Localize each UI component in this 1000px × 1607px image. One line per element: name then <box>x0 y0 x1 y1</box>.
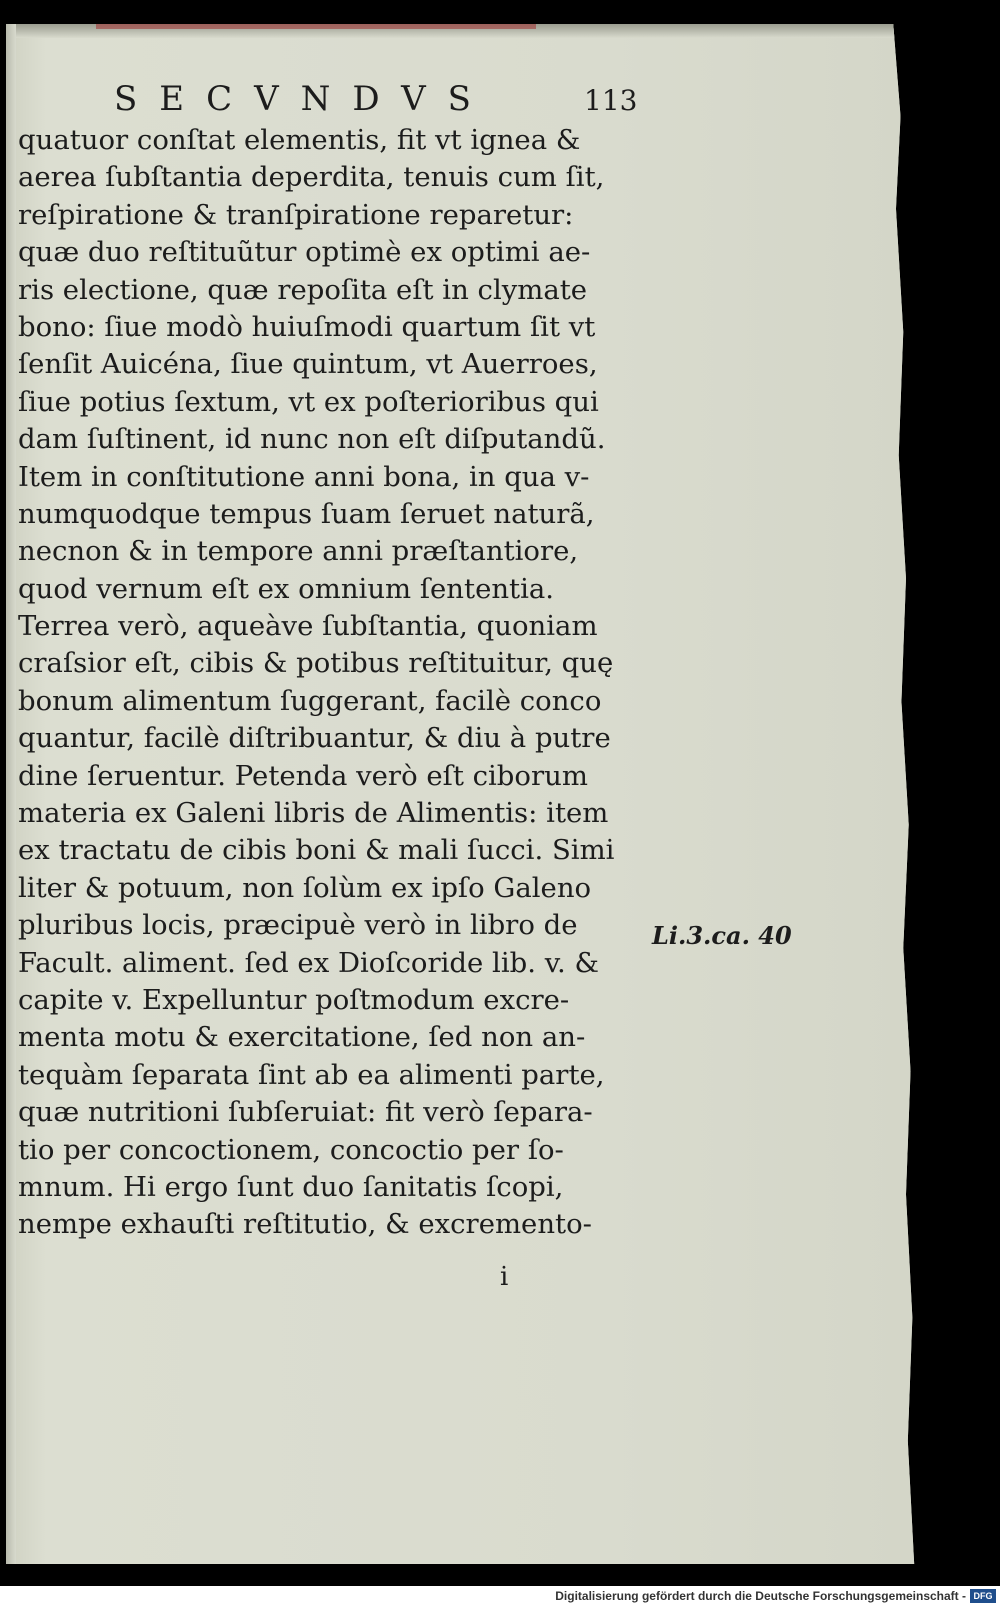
text-line: tequàm ſeparata ſint ab ea alimenti parte, <box>18 1058 605 1091</box>
text-line: quantur, facilè diſtribuantur, & diu à putre <box>18 722 611 755</box>
body-text <box>18 122 638 1244</box>
text-line: liter & potuum, non ſolùm ex ipſo Galeno <box>18 871 592 904</box>
red-edge-mark <box>96 24 536 29</box>
text-line: quæ duo reſtituũtur optimè ex optimi ae- <box>18 236 591 269</box>
text-line: Facult. aliment. ſed ex Dioſcoride lib. v. & <box>18 946 599 979</box>
digitization-footer <box>0 1586 1000 1607</box>
text-line: dine ſeruentur. Petenda verò eſt ciborum <box>18 759 588 792</box>
text-line: necnon & in tempore anni præſtantiore, <box>18 535 579 568</box>
text-line: quod vernum eſt ex omnium ſententia. <box>18 572 555 605</box>
text-line: Terrea verò, aqueàve ſubſtantia, quoniam <box>18 610 598 643</box>
text-line: numquodque tempus ſuam ſeruet naturã, <box>18 497 595 530</box>
text-line: quæ nutritioni ſubſeruiat: fit verò ſepara- <box>18 1096 593 1129</box>
text-line: dam ſuſtinent, id nunc non eſt diſputandũ. <box>18 423 606 456</box>
text-line: menta motu & exercitatione, ſed non an- <box>18 1021 586 1054</box>
text-line: ſiue potius ſextum, vt ex poſterioribus qui <box>18 385 599 418</box>
text-block <box>18 76 638 1244</box>
text-line: ex tractatu de cibis boni & mali ſucci. Simi <box>18 834 615 867</box>
text-line: tio per concoctionem, concoctio per ſo- <box>18 1133 564 1166</box>
catchword: i <box>500 1262 509 1292</box>
text-line: quatuor conſtat elementis, fit vt ignea & <box>18 124 581 156</box>
funding-credit: Digitalisierung gefördert durch die Deutsche Forschungsgemeinschaft - <box>555 1589 966 1603</box>
page-gutter <box>6 24 16 1564</box>
text-line: craſsior eſt, cibis & potibus reſtituitur, quę <box>18 647 614 680</box>
text-line: aerea ſubſtantia deperdita, tenuis cum ſit, <box>18 161 605 194</box>
text-line: capite v. Expelluntur poſtmodum excre- <box>18 983 570 1016</box>
text-line: nempe exhauſti reſtitutio, & excremento- <box>18 1208 592 1241</box>
text-line: pluribus locis, præcipuè verò in libro de <box>18 909 578 942</box>
text-line: ris electione, quæ repoſita eſt in clymate <box>18 273 588 306</box>
page-number: 113 <box>584 84 638 117</box>
dfg-logo-icon: DFG <box>970 1589 996 1603</box>
page-header <box>18 76 638 122</box>
text-line: Item in conſtitutione anni bona, in qua v- <box>18 460 590 493</box>
text-line: reſpiratione & tranſpiratione reparetur: <box>18 198 574 231</box>
text-line: ſenſit Auicéna, ſiue quintum, vt Auerroes, <box>18 348 598 381</box>
text-line: bonum alimentum ſuggerant, facilè conco <box>18 684 602 717</box>
text-line: bono: ſiue modò huiuſmodi quartum ſit vt <box>18 310 596 343</box>
marginal-note: Li.3.ca. 40 <box>652 921 792 950</box>
running-head: SECVNDVS <box>114 79 493 119</box>
text-line: materia ex Galeni libris de Alimentis: item <box>18 797 609 830</box>
text-line: mnum. Hi ergo ſunt duo ſanitatis ſcopi, <box>18 1170 564 1203</box>
